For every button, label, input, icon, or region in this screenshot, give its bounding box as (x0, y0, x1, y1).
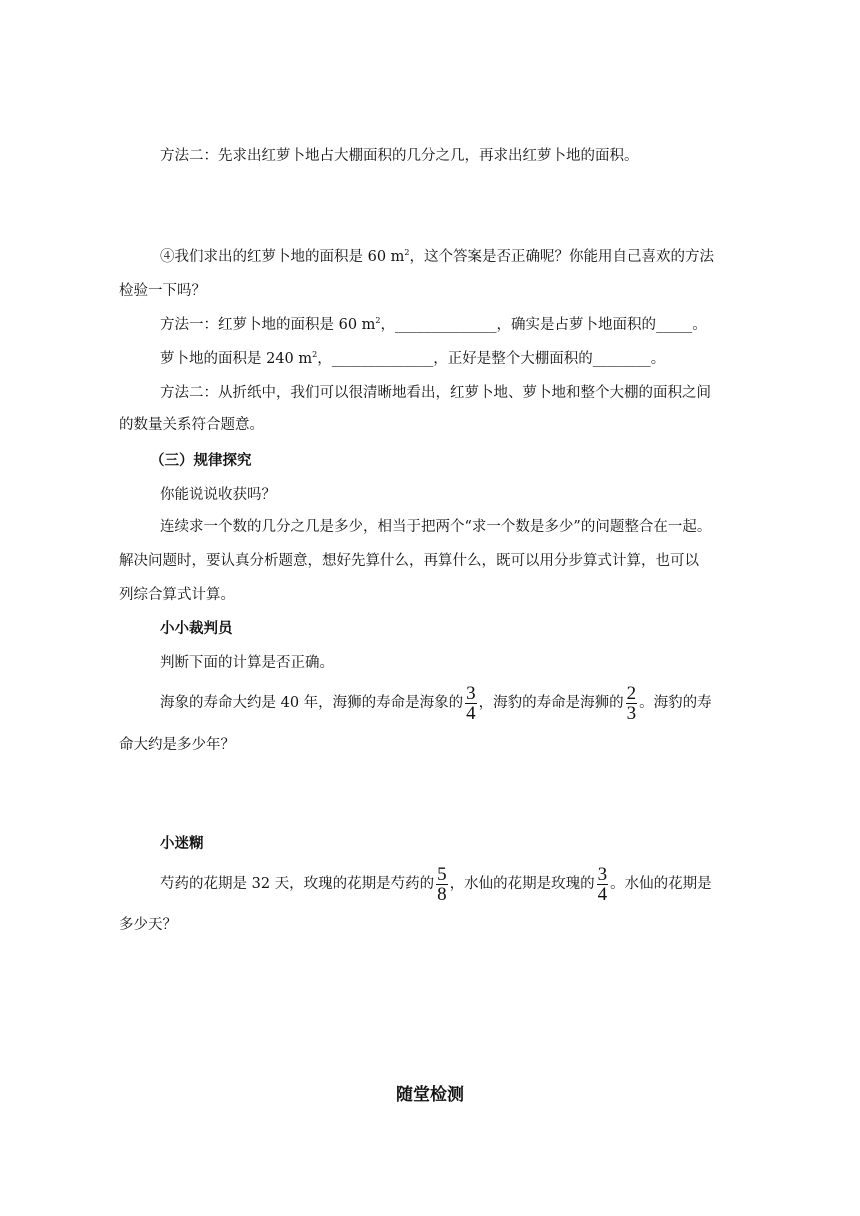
section3-p3: 列综合算式计算。 (119, 587, 235, 603)
section-heading: 随堂检测 (396, 1085, 464, 1105)
q4-line2: 检验一下吗？ (119, 283, 206, 299)
fraction: $\frac{5}{8}$ (437, 863, 447, 905)
judge-title: 小小裁判员 (160, 621, 233, 637)
q4-line1: ④我们求出的红萝卜地的面积是 60 $m^2$，这个答案是否正确呢？你能用自己喜欢的方法 (160, 248, 715, 265)
confused-title: 小迷糊 (160, 836, 204, 852)
q4-method2: 方法二：从折纸中，我们可以很清晰地看出，红萝卜地、萝卜地和整个大棚的面积之间 (160, 385, 711, 401)
judge-instruction: 判断下面的计算是否正确。 (160, 655, 334, 671)
fraction: $\frac{2}{3}$ (626, 682, 637, 724)
q4-method2-cont: 的数量关系符合题意。 (119, 417, 264, 433)
judge-problem-line2: 命大约是多少年？ (119, 737, 235, 753)
fraction: $\frac{3}{4}$ (597, 863, 608, 905)
judge-problem-line1: 海象的寿命大约是 40 年，海狮的寿命是海象的 $\frac{3}{4}$ ，海豹的寿命是海狮的 $\frac{2}{3}$ 。海豹的寿 (160, 682, 712, 724)
method2-intro: 方法二：先求出红萝卜地占大棚面积的几分之几，再求出红萝卜地的面积。 (160, 148, 639, 164)
section3-question: 你能说说收获吗？ (160, 487, 276, 503)
q4-method1: 方法一：红萝卜地的面积是 60 $m^2$，______________，确实是占萝卜地面积的_____。 (160, 316, 707, 333)
fraction: $\frac{3}{4}$ (466, 682, 476, 724)
confused-problem-line2: 多少天？ (119, 917, 177, 933)
section3-p1: 连续求一个数的几分之几是多少，相当于把两个“求一个数是多少”的问题整合在一起。 (160, 519, 712, 535)
confused-problem-line1: 芍药的花期是 32 天，玫瑰的花期是芍药的 $\frac{5}{8}$ ，水仙的花期是玫瑰的 $\frac{3}{4}$ 。水仙的花期是 (160, 863, 712, 905)
section3-p2: 解决问题时，要认真分析题意，想好先算什么，再算什么，既可以用分步算式计算，也可以 (119, 553, 699, 569)
section3-title: （三）规律探究 (150, 453, 252, 469)
q4-method1-b: 萝卜地的面积是 240 $m^2$，______________，正好是整个大棚面积的________。 (160, 350, 666, 367)
